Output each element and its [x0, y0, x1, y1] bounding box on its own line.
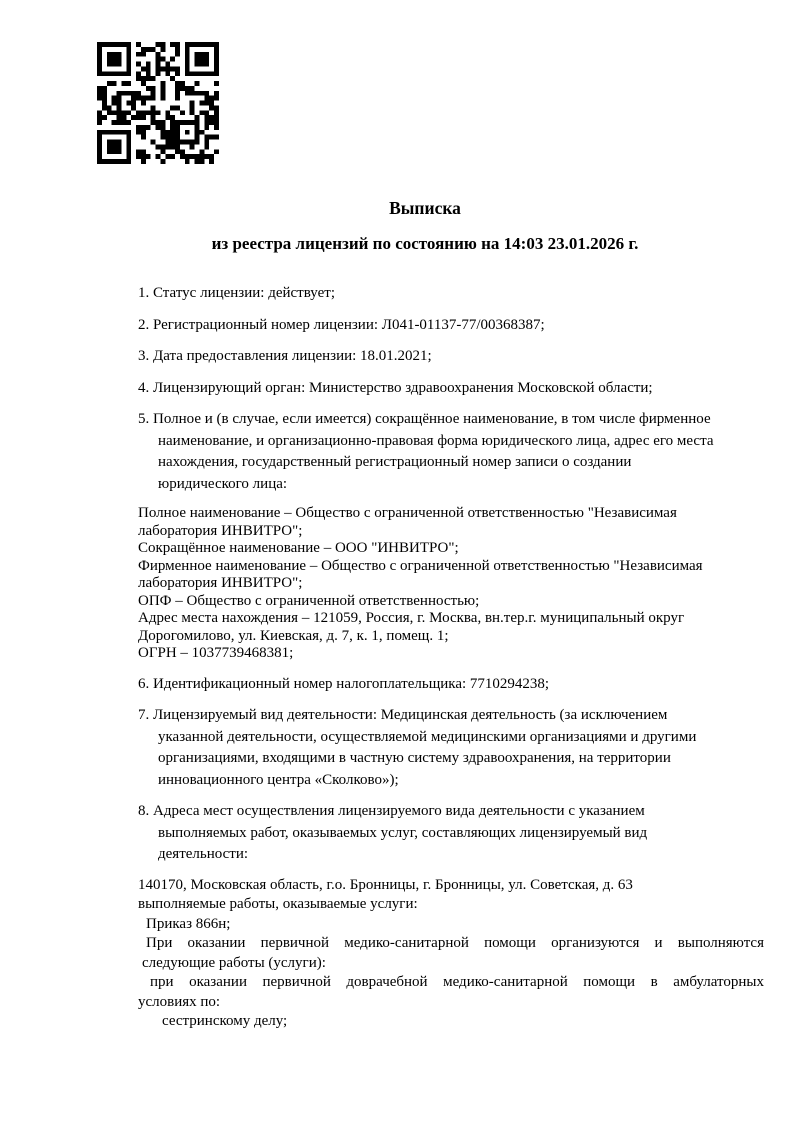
- text-line: 4. Лицензирующий орган: Министерство здравоохранения Московской области;: [138, 379, 653, 396]
- text-line: 6. Идентификационный номер налогоплательщика: 7710294238;: [138, 675, 550, 692]
- text-line: наименование, и организационно-правовая форма юридического лица, адрес его места: [158, 432, 714, 449]
- text-line: ОГРН – 1037739468381;: [138, 645, 294, 661]
- text-line: Фирменное наименование – Общество с ограниченной ответственностью "Независимая: [138, 557, 703, 574]
- text-line: 8. Адреса мест осуществления лицензируемого вида деятельности с указанием: [138, 803, 645, 819]
- text-line: Адрес места нахождения – 121059, Россия, г. Москва, вн.тер.г. муниципальный округ: [138, 610, 685, 626]
- text-line: Дорогомилово, ул. Киевская, д. 7, к. 1, помещ. 1;: [138, 627, 449, 644]
- document-body: [0, 283, 790, 1032]
- text-line: 140170, Московская область, г.о. Бронницы, г. Бронницы, ул. Советская, д. 63: [138, 876, 633, 893]
- text-line: выполняемые работы, оказываемые услуги:: [138, 896, 418, 912]
- text-line: 1. Статус лицензии: действует;: [138, 285, 335, 301]
- text-line: 7. Лицензируемый вид деятельности: Медицинская деятельность (за исключением: [138, 707, 668, 723]
- text-line: 2. Регистрационный номер лицензии: Л041-01137-77/00368387;: [138, 316, 545, 333]
- document-subtitle: из реестра лицензий по состоянию на 14:03 23.01.2026 г.: [211, 234, 639, 253]
- item-8-addresses-heading: [138, 801, 764, 866]
- text-line: условиях по:: [138, 993, 221, 1010]
- text-line: 5. Полное и (в случае, если имеется) сокращённое наименование, в том числе фирменное: [138, 411, 711, 427]
- text-line: ОПФ – Общество с ограниченной ответственностью;: [138, 592, 480, 609]
- text-line: лаборатория ИНВИТРО";: [138, 575, 303, 591]
- text-line: При оказании первичной медико-санитарной помощи организуются и выполняются: [146, 935, 764, 951]
- text-line: лаборатория ИНВИТРО";: [138, 522, 303, 539]
- item-7-activity: [138, 705, 764, 791]
- qr-code-graphic: [97, 42, 219, 164]
- item-2-reg-number: [138, 315, 764, 337]
- address-works-paragraph: [138, 876, 764, 1032]
- item-3-grant-date: [138, 346, 764, 368]
- text-line: юридического лица:: [158, 475, 288, 492]
- document-title: Выписка: [389, 198, 461, 218]
- text-line: Полное наименование – Общество с ограниченной ответственностью "Независимая: [138, 505, 677, 521]
- text-line: Сокращённое наименование – ООО "ИНВИТРО";: [138, 540, 459, 556]
- item-5-names-heading: [138, 409, 764, 495]
- text-line: 3. Дата предоставления лицензии: 18.01.2021;: [138, 348, 432, 364]
- text-line: инновационного центра «Сколково»);: [158, 771, 399, 788]
- text-line: деятельности:: [158, 846, 249, 862]
- text-line: следующие работы (услуги):: [142, 954, 326, 971]
- item-1-status: [138, 283, 764, 305]
- text-line: сестринскому делу;: [162, 1013, 288, 1029]
- qr-code: [97, 42, 219, 164]
- text-line: нахождения, государственный регистрационный номер записи о создании: [158, 454, 632, 470]
- text-line: организациями, входящими в частную систему здравоохранения, на территории: [158, 750, 671, 766]
- item-6-inn: [138, 674, 764, 696]
- text-line: указанной деятельности, осуществляемой медицинскими организациями и другими: [158, 728, 697, 745]
- text-line: при оказании первичной доврачебной медико-санитарной помощи в амбулаторных: [150, 974, 764, 990]
- item-4-authority: [138, 378, 764, 400]
- text-line: выполняемых работ, оказываемых услуг, составляющих лицензируемый вид: [158, 824, 648, 841]
- text-line: Приказ 866н;: [146, 915, 231, 932]
- org-details-paragraph: [138, 505, 764, 663]
